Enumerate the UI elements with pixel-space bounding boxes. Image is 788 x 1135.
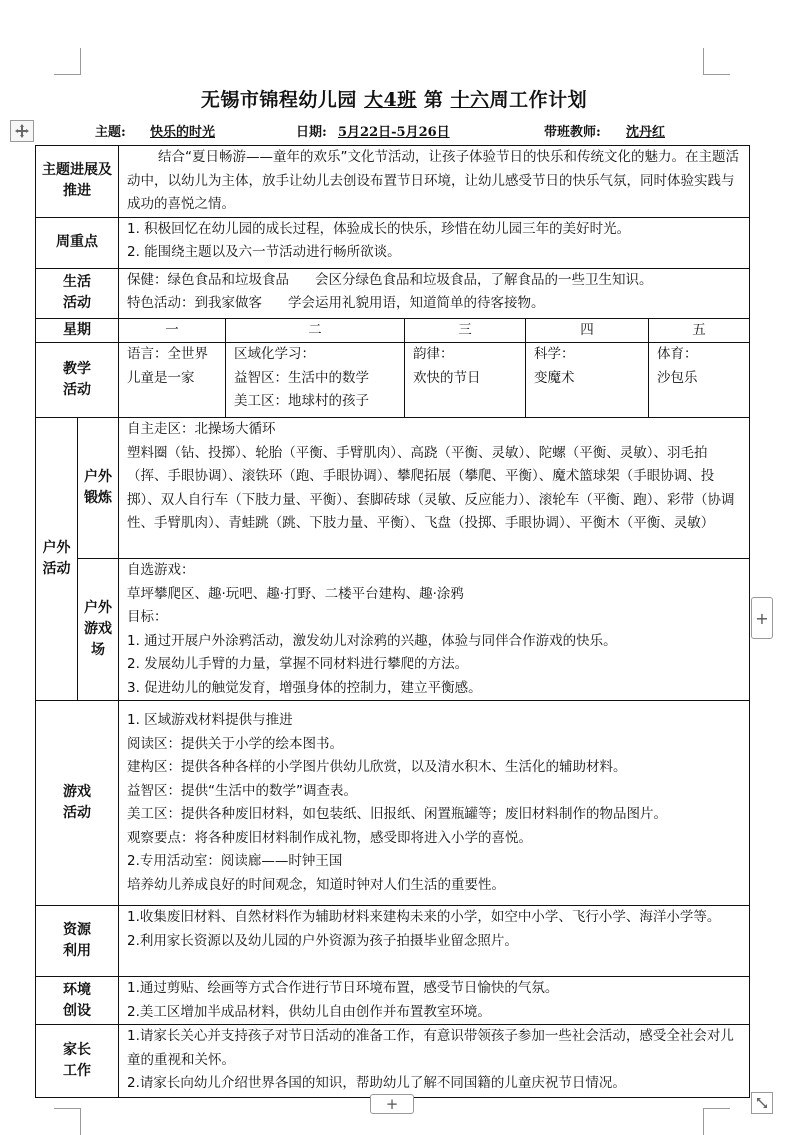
environment-content[interactable] [119, 977, 750, 1025]
teaching-fri-line: 体育： [657, 346, 698, 362]
environment-label-line1: 环境 [63, 981, 91, 998]
teaching-thu[interactable] [526, 343, 649, 418]
weekday-fri: 五 [649, 318, 750, 343]
life-activity-label [36, 268, 119, 318]
weekday-mon: 一 [119, 318, 226, 343]
games-line: 美工区：提供各种废旧材料，如包装纸、旧报纸、闲置瓶罐等；废旧材料制作的物品图片。 [127, 806, 667, 822]
environment-label [36, 977, 119, 1025]
crop-mark-top-left [54, 48, 81, 75]
games-line: 建构区：提供各种各样的小学图片供幼儿欣赏，以及清水积木、生活化的辅助材料。 [127, 759, 627, 775]
outdoor-exercise-text: 塑料圈（钻、投掷）、轮胎（平衡、手臂肌肉）、高跷（平衡、灵敏）、陀螺（平衡、灵敏）、羽毛拍（挥、手眼协调）、滚铁环（跑、手眼协调）、攀爬拓展（攀爬、平衡）、魔术篮球架（手眼协调、投掷）、双人自行车（下肢力量、平衡）、套脚砖球（灵敏、反应能力）、滚轮车（平衡、跑）、彩带（协调性、手臂肌肉）、青蛙跳（跳、下肢力量、平衡）、飞盘（投掷、手眼协调）、平衡木（平衡、灵敏） [127, 444, 735, 531]
theme-label: 主题: [95, 125, 126, 140]
outdoor-play-goal: 3. 促进幼儿的触觉发育，增强身体的控制力，建立平衡感。 [127, 679, 482, 696]
parents-item: 2.请家长向幼儿介绍世界各国的知识，帮助幼儿了解不同国籍的儿童庆祝节日情况。 [127, 1075, 626, 1091]
outdoor-play-line: 草坪攀爬区、趣·玩吧、趣·打野、二楼平台建构、趣·涂鸦 [127, 585, 464, 602]
life-label-line1: 生活 [63, 274, 91, 290]
outdoor-exercise-content[interactable] [119, 418, 750, 559]
week-focus-item: 1. 积极回忆在幼儿园的成长过程，体验成长的快乐，珍惜在幼儿园三年的美好时光。 [127, 220, 631, 237]
theme-progress-text[interactable]: 结合“夏日畅游——童年的欢乐”文化节活动，让孩子体验节日的快乐和传统文化的魅力。在主题活动中，以幼儿为主体，放手让幼儿去创设布置节日环境，让幼儿感受节日的快乐气氛，同时体验实践与成功的喜悦之情。 [119, 146, 750, 218]
life-line2 [127, 292, 745, 316]
add-row-button[interactable]: + [370, 1094, 414, 1114]
games-line: 观察要点：将各种废旧材料制作成礼物，感受即将进入小学的喜悦。 [127, 829, 532, 846]
teaching-wed[interactable] [405, 343, 526, 418]
teacher-label: 带班教师: [544, 125, 601, 140]
row-life-activity [36, 268, 750, 318]
teaching-fri-line: 沙包乐 [657, 369, 698, 386]
teaching-label-line1: 教学 [63, 361, 91, 377]
teaching-mon[interactable] [119, 343, 226, 418]
games-content[interactable] [119, 701, 750, 906]
environment-item: 1.通过剪贴、绘画等方式合作进行节日环境布置，感受节日愉快的气氛。 [127, 980, 559, 996]
games-label-line2: 活动 [63, 805, 91, 821]
teaching-fri[interactable] [649, 343, 750, 418]
resources-item: 1.收集废旧材料、自然材料作为辅助材料来建构未来的小学，如空中小学、飞行小学、海洋小学等。 [127, 909, 721, 925]
row-week-focus [36, 217, 750, 268]
add-column-button[interactable]: + [751, 597, 773, 639]
week-focus-content[interactable] [119, 217, 750, 268]
title-week-number: 十六 [450, 89, 490, 111]
row-environment [36, 977, 750, 1025]
outdoor-activity-label: 户外活动 [36, 418, 78, 701]
parents-label-line1: 家长 [63, 1042, 91, 1058]
life-health-title: 保健：绿色食品和垃圾食品 [127, 271, 289, 288]
resources-item: 2.利用家长资源以及幼儿园的户外资源为孩子拍摄毕业留念照片。 [127, 932, 518, 949]
teaching-tue[interactable] [226, 343, 405, 418]
row-parents [36, 1025, 750, 1098]
weekly-plan-table [35, 145, 750, 1098]
date-label: 日期: [296, 125, 327, 140]
row-theme-progress [36, 146, 750, 218]
teaching-tue-line: 区域化学习： [234, 346, 315, 362]
games-label-line1: 游戏 [63, 784, 91, 800]
weekday-label: 星期 [36, 318, 119, 343]
date-value: 5月22日-5月26日 [338, 125, 450, 140]
row-outdoor-exercise [36, 418, 750, 559]
environment-label-line2: 创设 [63, 1002, 91, 1019]
row-weekdays [36, 318, 750, 343]
outdoor-play-line: 自选游戏： [127, 562, 195, 578]
row-resources [36, 906, 750, 977]
parents-label [36, 1025, 119, 1098]
environment-item: 2.美工区增加半成品材料，供幼儿自由创作并布置教室环境。 [127, 1003, 491, 1020]
games-label [36, 701, 119, 906]
games-line: 阅读区：提供关于小学的绘本图书。 [127, 735, 343, 752]
teacher-value: 沈丹红 [626, 125, 666, 140]
life-feature-desc: 学会运用礼貌用语，知道简单的待客接物。 [288, 295, 545, 311]
parents-label-line2: 工作 [63, 1063, 91, 1079]
parents-content[interactable] [119, 1025, 750, 1098]
row-outdoor-play [36, 559, 750, 701]
games-line: 1. 区域游戏材料提供与推进 [127, 712, 293, 728]
resources-content[interactable] [119, 906, 750, 977]
games-line: 益智区：提供“生活中的数学”调查表。 [127, 782, 357, 799]
resources-label [36, 906, 119, 977]
theme-value: 快乐的时光 [150, 125, 216, 140]
resources-label-line2: 利用 [63, 943, 91, 959]
row-games [36, 701, 750, 906]
teaching-thu-line: 变魔术 [534, 369, 575, 386]
document-title [0, 85, 788, 112]
parents-item: 1.请家长关心并支持孩子对节日活动的准备工作，有意识带领孩子参加一些社会活动，感受全社会对儿童的重视和关怀。 [127, 1028, 734, 1068]
title-class: 大4班 [364, 89, 417, 111]
table-resize-handle[interactable] [751, 1092, 773, 1114]
crop-mark-bottom-left [54, 1108, 81, 1135]
outdoor-play-content[interactable] [119, 559, 750, 701]
teaching-wed-line: 欢快的节日 [413, 369, 481, 386]
teaching-label-line2: 活动 [63, 382, 91, 398]
teaching-tue-line: 美工区：地球村的孩子 [234, 393, 369, 409]
title-week-word: 第 [423, 89, 444, 111]
games-line: 培养幼儿养成良好的时间观念，知道时钟对人们生活的重要性。 [127, 876, 505, 893]
weekday-wed: 三 [405, 318, 526, 343]
week-focus-label: 周重点 [36, 217, 119, 268]
teaching-tue-line: 益智区：生活中的数学 [234, 369, 369, 386]
teaching-mon-line: 语言：全世界 [127, 346, 208, 362]
crop-mark-top-right [703, 48, 730, 75]
teaching-mon-line: 儿童是一家 [127, 369, 195, 386]
resources-label-line1: 资源 [63, 922, 91, 938]
theme-progress-label: 主题进展及推进 [36, 146, 119, 218]
resize-arrow-icon [755, 1096, 769, 1110]
title-suffix: 周工作计划 [489, 89, 588, 111]
weekday-thu: 四 [526, 318, 649, 343]
week-focus-item: 2. 能围绕主题以及六一节活动进行畅所欲谈。 [127, 244, 401, 260]
plan-subheader [0, 121, 788, 141]
life-activity-content[interactable] [119, 268, 750, 318]
life-label-line2: 活动 [63, 295, 91, 311]
life-line1 [127, 269, 745, 293]
teaching-label [36, 343, 119, 418]
outdoor-play-goal: 2. 发展幼儿手臂的力量，掌握不同材料进行攀爬的方法。 [127, 656, 469, 672]
games-line: 2.专用活动室：阅读廊——时钟王国 [127, 853, 343, 869]
life-feature-title: 特色活动：到我家做客 [127, 295, 262, 311]
life-health-desc: 会区分绿色食品和垃圾食品，了解食品的一些卫生知识。 [315, 271, 653, 288]
teaching-thu-line: 科学： [534, 346, 575, 362]
teaching-wed-line: 韵律： [413, 346, 454, 362]
title-school: 无锡市锦程幼儿园 [200, 89, 357, 111]
outdoor-play-line: 目标： [127, 609, 168, 625]
outdoor-play-goal: 1. 通过开展户外涂鸦活动，激发幼儿对涂鸦的兴趣，体验与同伴合作游戏的快乐。 [127, 632, 617, 649]
outdoor-play-label: 户外游戏场 [78, 559, 119, 701]
row-teaching [36, 343, 750, 418]
weekday-tue: 二 [226, 318, 405, 343]
crop-mark-bottom-right [703, 1108, 730, 1135]
outdoor-exercise-title: 自主走区：北操场大循环 [127, 421, 276, 437]
outdoor-exercise-label: 户外锻炼 [78, 418, 119, 559]
